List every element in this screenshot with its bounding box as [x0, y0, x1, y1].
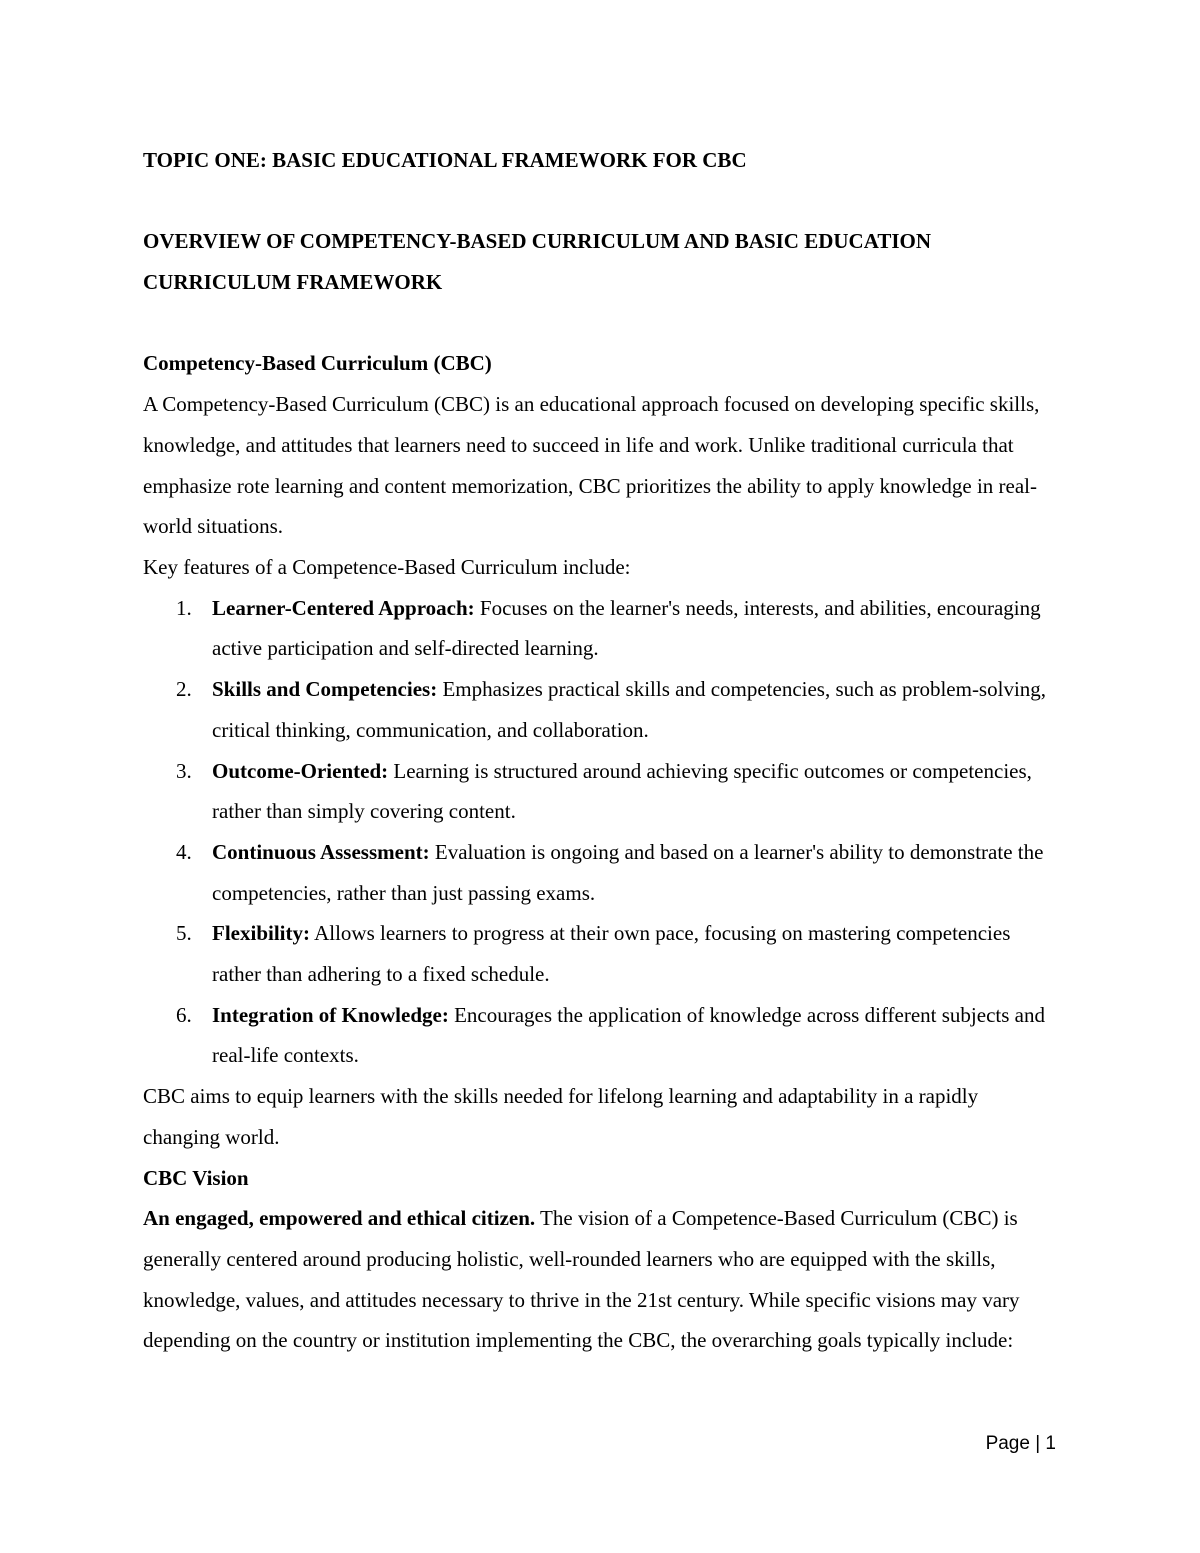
feature-item [143, 913, 1055, 994]
feature-term: Learner-Centered Approach: [212, 595, 475, 620]
vision-text: The vision of a Competence-Based Curriculum (CBC) is generally centered around producing holistic, well-rounded learners who are equipped with the skills, knowledge, values, and attitudes necessary to thrive in the 21st century. While specific visions may vary depending on the country or institution implementing the CBC, the overarching goals typically include: [143, 1206, 1020, 1353]
feature-term: Flexibility: [212, 921, 310, 946]
vision-paragraph [143, 1198, 1055, 1361]
feature-number: 5. [176, 921, 192, 946]
cbc-closing-paragraph: CBC aims to equip learners with the skills needed for lifelong learning and adaptability in a rapidly changing world. [143, 1084, 979, 1149]
cbc-intro-paragraph: A Competency-Based Curriculum (CBC) is an educational approach focused on developing specific skills, knowledge, and attitudes that learners need to succeed in life and work. Unlike traditional curricula that emphasize rote learning and content memorization, CBC prioritizes the ability to apply knowledge in real-world situations. [143, 392, 1040, 539]
feature-number: 2. [176, 677, 192, 702]
page-number-footer: Page | 1 [985, 1433, 1056, 1454]
vision-heading: CBC Vision [143, 1165, 249, 1190]
feature-term: Skills and Competencies: [212, 677, 438, 702]
page-content [143, 140, 1055, 1361]
feature-item [143, 995, 1055, 1076]
feature-number: 1. [176, 595, 192, 620]
feature-number: 6. [176, 1002, 192, 1027]
overview-title: OVERVIEW OF COMPETENCY-BASED CURRICULUM AND BASIC EDUCATION CURRICULUM FRAMEWORK [143, 229, 932, 295]
features-lead: Key features of a Competence-Based Curriculum include: [143, 555, 631, 579]
vision-lead: An engaged, empowered and ethical citizen. [143, 1206, 536, 1231]
feature-text: Encourages the application of knowledge across different subjects and real-life contexts. [212, 1002, 1045, 1068]
feature-term: Outcome-Oriented: [212, 758, 389, 783]
feature-item [143, 669, 1055, 750]
cbc-section-heading: Competency-Based Curriculum (CBC) [143, 351, 492, 376]
feature-number: 4. [176, 839, 192, 864]
topic-title: TOPIC ONE: BASIC EDUCATIONAL FRAMEWORK FOR CBC [143, 148, 747, 172]
feature-text: Learning is structured around achieving specific outcomes or competencies, rather than simply covering content. [212, 758, 1032, 824]
feature-text: Allows learners to progress at their own pace, focusing on mastering competencies rather than adhering to a fixed schedule. [212, 921, 1011, 987]
feature-item [143, 751, 1055, 832]
feature-number: 3. [176, 758, 192, 783]
features-list [143, 588, 1055, 1076]
feature-item [143, 832, 1055, 913]
feature-term: Continuous Assessment: [212, 839, 430, 864]
feature-text: Evaluation is ongoing and based on a learner's ability to demonstrate the competencies, rather than just passing exams. [212, 839, 1044, 905]
feature-item [143, 588, 1055, 669]
feature-text: Emphasizes practical skills and competencies, such as problem-solving, critical thinking, communication, and collaboration. [212, 677, 1047, 742]
feature-text: Focuses on the learner's needs, interests, and abilities, encouraging active participation and self-directed learning. [212, 595, 1041, 661]
feature-term: Integration of Knowledge: [212, 1002, 449, 1027]
